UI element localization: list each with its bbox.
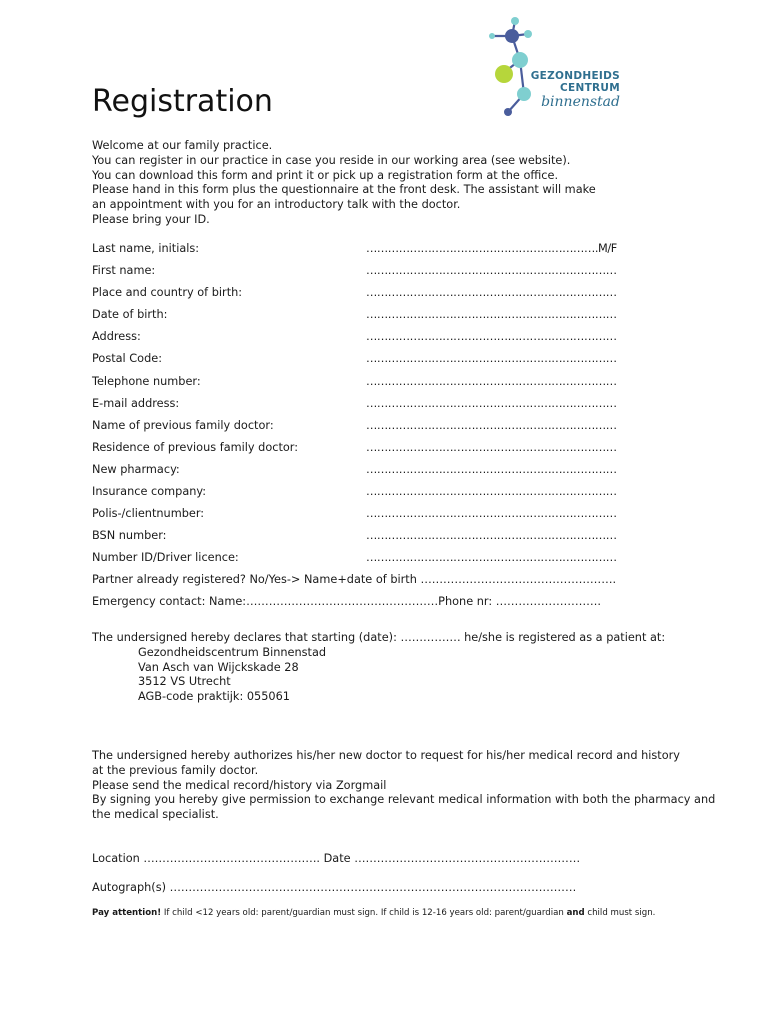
field-insurance-company — [92, 485, 632, 507]
authorization-line: By signing you hereby give permission to exchange relevant medical information with both the pharmacy and — [92, 793, 716, 807]
field-previous-doctor-residence — [92, 441, 632, 463]
address-line: Van Asch van Wijckskade 28 — [138, 660, 299, 674]
logo-dot — [524, 30, 532, 38]
field-blank[interactable]: …………………………………………………………… — [366, 440, 617, 454]
logo-dot — [505, 29, 519, 43]
field-label: Number ID/Driver licence: — [92, 551, 239, 565]
practice-address — [92, 646, 665, 705]
authorization-line: Please send the medical record/history via Zorgmail — [92, 778, 387, 792]
field-previous-doctor — [92, 419, 632, 441]
field-label: Place and country of birth: — [92, 286, 243, 300]
note-bold: Pay attention! — [92, 908, 162, 918]
authorization-line: The undersigned hereby authorizes his/her new doctor to request for his/her medical record and history — [92, 749, 680, 762]
field-label: Address: — [92, 330, 141, 344]
field-label: E-mail address: — [92, 396, 180, 410]
logo-dot — [511, 17, 519, 25]
field-blank[interactable]: …………………………………………………………… — [366, 551, 617, 565]
field-blank[interactable]: …………………………………………………………… — [366, 308, 617, 322]
field-blank[interactable]: …………………………………………………………… — [366, 418, 617, 432]
field-blank[interactable]: …………………………………………………………… — [366, 264, 617, 278]
field-bsn-number — [92, 529, 632, 551]
address-line: AGB-code praktijk: 055061 — [138, 690, 290, 704]
field-label: Postal Code: — [92, 352, 163, 366]
field-blank[interactable]: …………………………………………………………… — [366, 330, 617, 344]
field-address — [92, 330, 632, 352]
field-blank[interactable]: …………………………………………………………… — [366, 352, 617, 366]
field-label: First name: — [92, 264, 156, 278]
page-title: Registration — [92, 84, 273, 119]
intro-line: You can register in our practice in case you reside in our working area (see website). — [92, 153, 571, 167]
note-text: If child <12 years old: parent/guardian must sign. If child is 12-16 years old: parent/guardian — [161, 908, 567, 918]
logo-dot — [512, 52, 528, 68]
field-blank[interactable]: …………………………………………………………… — [366, 374, 617, 388]
authorization-line: the medical specialist. — [92, 808, 219, 822]
field-label: New pharmacy: — [92, 462, 180, 476]
address-line: 3512 VS Utrecht — [138, 675, 231, 689]
field-label: Insurance company: — [92, 485, 207, 499]
location-date-line[interactable]: Location ……………………………………….. Date …………………………………………………… — [92, 852, 581, 865]
declaration — [92, 631, 665, 705]
field-first-name — [92, 264, 632, 286]
pay-attention-note — [92, 908, 655, 918]
field-blank[interactable]: …………………………………………………………… — [366, 462, 617, 476]
field-blank[interactable]: …………………………………………………………… — [366, 507, 617, 521]
intro-line: Please bring your ID. — [92, 212, 210, 226]
field-id-number — [92, 551, 632, 573]
field-blank[interactable]: …………………………………………………………… — [366, 529, 617, 543]
authorization-text — [92, 749, 715, 823]
intro-line: You can download this form and print it or pick up a registration form at the office. — [92, 168, 559, 182]
logo-text — [530, 70, 620, 110]
address-line: Gezondheidscentrum Binnenstad — [138, 645, 327, 659]
note-text: child must sign. — [584, 908, 656, 918]
logo-dot — [489, 33, 495, 39]
field-postal-code — [92, 352, 632, 374]
field-label: Name of previous family doctor: — [92, 418, 274, 432]
logo-dot — [495, 65, 513, 83]
field-label: Telephone number: — [92, 374, 201, 388]
field-blank[interactable]: …………………………………………………………… — [366, 286, 617, 300]
field-label: Date of birth: — [92, 308, 168, 322]
intro-line: Welcome at our family practice. — [92, 139, 273, 152]
field-email — [92, 397, 632, 419]
logo-line-2: CENTRUM — [560, 82, 620, 94]
intro-text — [92, 139, 596, 228]
registration-fields — [92, 242, 632, 573]
field-label: Last name, initials: — [92, 242, 200, 255]
field-blank[interactable]: …………………………………………………………… — [366, 396, 617, 410]
field-place-of-birth — [92, 286, 632, 308]
field-last-name — [92, 242, 632, 264]
logo-line-3: binnenstad — [541, 94, 620, 110]
autograph-line[interactable]: Autograph(s) ……………………………………………………………………………………………… — [92, 881, 577, 894]
field-polis-number — [92, 507, 632, 529]
field-label: BSN number: — [92, 529, 167, 543]
field-new-pharmacy — [92, 463, 632, 485]
field-blank[interactable]: …………………………………………………………… — [366, 485, 617, 499]
partner-line[interactable]: Partner already registered? No/Yes-> Name+date of birth ……………………………………………. — [92, 573, 617, 586]
authorization-line: at the previous family doctor. — [92, 763, 259, 777]
field-telephone — [92, 375, 632, 397]
field-blank[interactable]: ……………………………………………………….M/F — [366, 242, 617, 255]
intro-line: Please hand in this form plus the questionnaire at the front desk. The assistant will make — [92, 183, 596, 197]
logo-dot — [504, 108, 512, 116]
intro-line: an appointment with you for an introductory talk with the doctor. — [92, 198, 461, 212]
emergency-contact-line[interactable]: Emergency contact: Name:……………………………………………Phone nr: ………………………. — [92, 595, 602, 608]
declaration-text: The undersigned hereby declares that starting (date): ……………. he/she is registered as a patient at: — [92, 631, 666, 644]
field-label: Polis-/clientnumber: — [92, 507, 205, 521]
note-bold-and: and — [566, 908, 585, 918]
field-date-of-birth — [92, 308, 632, 330]
logo-dot — [517, 87, 531, 101]
field-label: Residence of previous family doctor: — [92, 440, 299, 454]
logo-line-1: GEZONDHEIDS — [530, 70, 620, 82]
